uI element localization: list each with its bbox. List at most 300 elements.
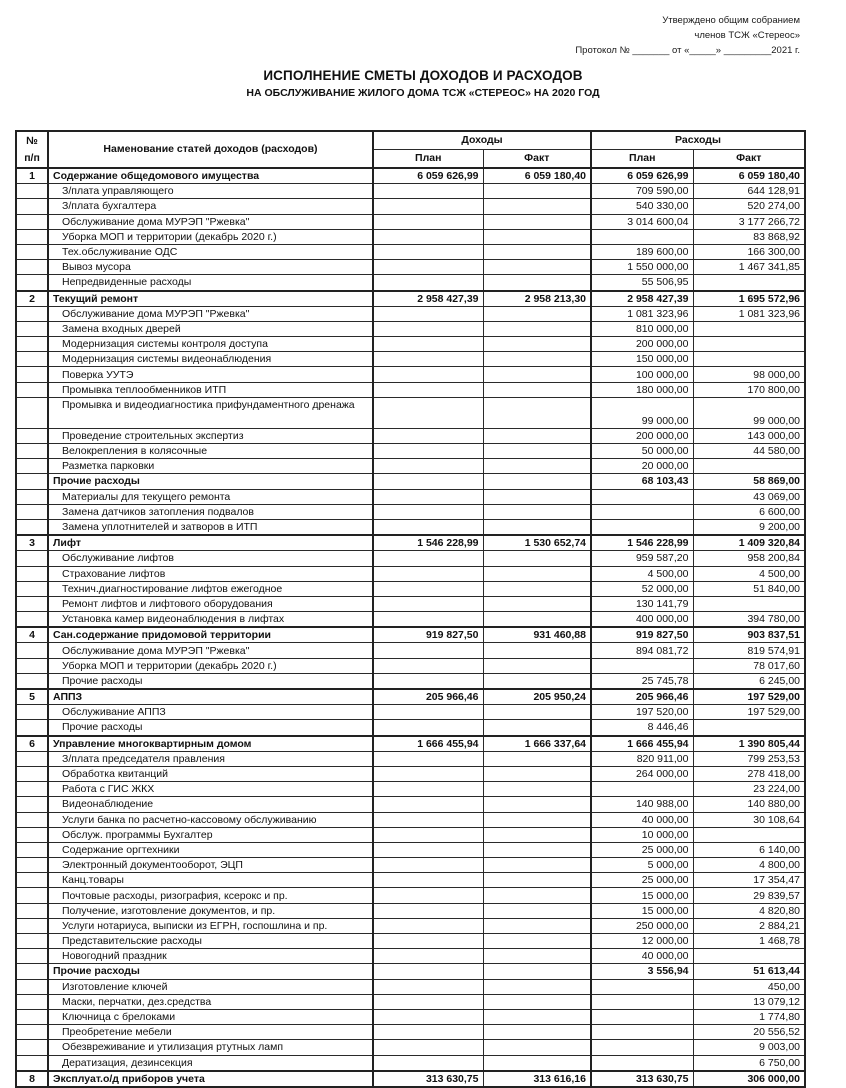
row-item-name: Тех.обслуживание ОДС — [48, 244, 373, 259]
row-number — [16, 306, 48, 321]
expense-fact-value: 644 128,91 — [693, 184, 805, 199]
expense-fact-value — [693, 352, 805, 367]
expense-fact-value: 170 800,00 — [693, 382, 805, 397]
table-row — [16, 751, 805, 766]
income-fact-value — [483, 382, 591, 397]
expense-fact-value: 6 750,00 — [693, 1055, 805, 1071]
expense-fact-value: 99 000,00 — [693, 397, 805, 428]
income-fact-value — [483, 397, 591, 428]
income-plan-value — [373, 643, 483, 658]
table-row — [16, 275, 805, 291]
expense-fact-value: 1 409 320,84 — [693, 535, 805, 551]
row-item-name: З/плата управляющего — [48, 184, 373, 199]
table-row — [16, 519, 805, 535]
income-fact-value — [483, 551, 591, 566]
table-row-group — [16, 168, 805, 184]
income-fact-value — [483, 184, 591, 199]
row-item-name: Прочие расходы — [48, 964, 373, 979]
expense-fact-value: 278 418,00 — [693, 766, 805, 781]
expense-fact-value: 6 059 180,40 — [693, 168, 805, 184]
expense-fact-value: 6 245,00 — [693, 673, 805, 689]
table-row — [16, 720, 805, 736]
income-fact-value — [483, 244, 591, 259]
expense-fact-value: 9 003,00 — [693, 1040, 805, 1055]
row-item-name: Промывка теплообменников ИТП — [48, 382, 373, 397]
row-item-name: Управление многоквартирным домом — [48, 736, 373, 752]
expense-plan-value: 264 000,00 — [591, 766, 693, 781]
income-plan-value: 205 966,46 — [373, 689, 483, 705]
expense-plan-value: 197 520,00 — [591, 705, 693, 720]
row-number — [16, 596, 48, 611]
table-row — [16, 184, 805, 199]
header-item-name: Наменование статей доходов (расходов) — [48, 131, 373, 168]
row-number — [16, 858, 48, 873]
income-fact-value — [483, 842, 591, 857]
expense-fact-value — [693, 459, 805, 474]
header-number-line1: № — [26, 134, 38, 147]
row-number — [16, 260, 48, 275]
table-row — [16, 596, 805, 611]
row-item-name: Содержание общедомового имущества — [48, 168, 373, 184]
income-fact-value — [483, 888, 591, 903]
income-fact-value — [483, 964, 591, 979]
row-item-name: Обработка квитанций — [48, 766, 373, 781]
row-item-name: Новогодний праздник — [48, 949, 373, 964]
income-plan-value — [373, 214, 483, 229]
table-row — [16, 766, 805, 781]
expense-plan-value: 52 000,00 — [591, 581, 693, 596]
table-row-group — [16, 291, 805, 307]
table-row — [16, 397, 805, 428]
header-expense-fact: Факт — [693, 150, 805, 169]
row-item-name: Обслуживание дома МУРЭП "Ржевка" — [48, 643, 373, 658]
income-plan-value — [373, 352, 483, 367]
expense-fact-value: 44 580,00 — [693, 444, 805, 459]
row-number — [16, 782, 48, 797]
table-row — [16, 858, 805, 873]
expense-fact-value: 23 224,00 — [693, 782, 805, 797]
table-row — [16, 566, 805, 581]
expense-fact-value: 9 200,00 — [693, 519, 805, 535]
table-row — [16, 367, 805, 382]
income-fact-value — [483, 720, 591, 736]
table-row — [16, 994, 805, 1009]
row-item-name: Технич.диагностирование лифтов ежегодное — [48, 581, 373, 596]
expense-plan-value: 6 059 626,99 — [591, 168, 693, 184]
table-row-group — [16, 736, 805, 752]
income-plan-value — [373, 934, 483, 949]
row-number — [16, 827, 48, 842]
row-number — [16, 673, 48, 689]
table-row — [16, 504, 805, 519]
row-number — [16, 504, 48, 519]
table-row — [16, 199, 805, 214]
expense-fact-value: 819 574,91 — [693, 643, 805, 658]
row-number — [16, 903, 48, 918]
table-row — [16, 459, 805, 474]
row-item-name: Содержание оргтехники — [48, 842, 373, 857]
income-plan-value — [373, 949, 483, 964]
income-plan-value — [373, 244, 483, 259]
income-plan-value — [373, 184, 483, 199]
income-plan-value — [373, 979, 483, 994]
expense-plan-value: 12 000,00 — [591, 934, 693, 949]
approval-stamp — [575, 13, 800, 58]
row-item-name: Ключница с брелоками — [48, 1009, 373, 1024]
income-plan-value — [373, 581, 483, 596]
expense-plan-value: 1 550 000,00 — [591, 260, 693, 275]
row-number — [16, 489, 48, 504]
income-plan-value — [373, 321, 483, 336]
income-fact-value — [483, 766, 591, 781]
table-row — [16, 705, 805, 720]
row-number — [16, 612, 48, 628]
row-number — [16, 705, 48, 720]
expense-plan-value: 25 745,78 — [591, 673, 693, 689]
income-fact-value — [483, 612, 591, 628]
row-number — [16, 842, 48, 857]
expense-plan-value: 180 000,00 — [591, 382, 693, 397]
row-item-name: Прочие расходы — [48, 474, 373, 489]
expense-plan-value: 189 600,00 — [591, 244, 693, 259]
expense-plan-value: 20 000,00 — [591, 459, 693, 474]
expense-fact-value — [693, 949, 805, 964]
table-row — [16, 581, 805, 596]
income-fact-value — [483, 428, 591, 443]
income-plan-value — [373, 382, 483, 397]
row-number — [16, 244, 48, 259]
table-row — [16, 428, 805, 443]
row-number: 5 — [16, 689, 48, 705]
row-number — [16, 1025, 48, 1040]
income-plan-value: 2 958 427,39 — [373, 291, 483, 307]
document-title: ИСПОЛНЕНИЕ СМЕТЫ ДОХОДОВ И РАСХОДОВ — [263, 68, 583, 83]
income-fact-value — [483, 459, 591, 474]
expense-plan-value: 25 000,00 — [591, 842, 693, 857]
row-number — [16, 275, 48, 291]
table-row — [16, 934, 805, 949]
income-plan-value — [373, 519, 483, 535]
expense-fact-value: 6 600,00 — [693, 504, 805, 519]
row-number — [16, 337, 48, 352]
table-row — [16, 643, 805, 658]
income-plan-value — [373, 612, 483, 628]
expense-fact-value: 4 500,00 — [693, 566, 805, 581]
row-item-name: Обслуживание дома МУРЭП "Ржевка" — [48, 306, 373, 321]
row-number — [16, 643, 48, 658]
income-plan-value — [373, 306, 483, 321]
expense-plan-value: 894 081,72 — [591, 643, 693, 658]
expense-fact-value: 13 079,12 — [693, 994, 805, 1009]
expense-fact-value: 197 529,00 — [693, 689, 805, 705]
income-plan-value — [373, 428, 483, 443]
income-plan-value — [373, 720, 483, 736]
expense-plan-value: 400 000,00 — [591, 612, 693, 628]
income-plan-value — [373, 397, 483, 428]
row-number — [16, 873, 48, 888]
expense-plan-value: 200 000,00 — [591, 428, 693, 443]
expense-plan-value — [591, 782, 693, 797]
expense-fact-value: 17 354,47 — [693, 873, 805, 888]
expense-fact-value: 3 177 266,72 — [693, 214, 805, 229]
income-fact-value — [483, 903, 591, 918]
table-row-group — [16, 535, 805, 551]
expense-plan-value: 959 587,20 — [591, 551, 693, 566]
income-plan-value: 919 827,50 — [373, 627, 483, 643]
row-item-name: Изготовление ключей — [48, 979, 373, 994]
income-fact-value — [483, 337, 591, 352]
header-number — [16, 131, 48, 168]
income-plan-value — [373, 673, 483, 689]
row-item-name: Установка камер видеонаблюдения в лифтах — [48, 612, 373, 628]
row-number — [16, 382, 48, 397]
income-fact-value — [483, 979, 591, 994]
row-item-name: Обслуживание дома МУРЭП "Ржевка" — [48, 214, 373, 229]
row-number — [16, 444, 48, 459]
expense-plan-value: 5 000,00 — [591, 858, 693, 873]
row-item-name: Прочие расходы — [48, 673, 373, 689]
expense-fact-value: 799 253,53 — [693, 751, 805, 766]
income-plan-value: 313 630,75 — [373, 1071, 483, 1087]
row-number: 4 — [16, 627, 48, 643]
income-fact-value — [483, 673, 591, 689]
table-row — [16, 1025, 805, 1040]
table-row — [16, 444, 805, 459]
row-number — [16, 658, 48, 673]
expense-plan-value — [591, 229, 693, 244]
row-item-name: Услуги банка по расчетно-кассовому обслуживанию — [48, 812, 373, 827]
expense-plan-value: 810 000,00 — [591, 321, 693, 336]
expense-plan-value: 3 556,94 — [591, 964, 693, 979]
income-fact-value — [483, 658, 591, 673]
expense-plan-value: 1 666 455,94 — [591, 736, 693, 752]
income-fact-value: 2 958 213,30 — [483, 291, 591, 307]
row-number: 6 — [16, 736, 48, 752]
expense-fact-value — [693, 827, 805, 842]
row-item-name: Обслуж. программы Бухгалтер — [48, 827, 373, 842]
protocol-line: Протокол № _______ от «_____» _________2021 г. — [575, 45, 800, 56]
table-row — [16, 658, 805, 673]
table-body — [16, 168, 805, 1087]
table-row — [16, 903, 805, 918]
row-item-name: Замена входных дверей — [48, 321, 373, 336]
expense-fact-value: 98 000,00 — [693, 367, 805, 382]
expense-plan-value — [591, 1055, 693, 1071]
expense-fact-value: 520 274,00 — [693, 199, 805, 214]
income-fact-value — [483, 275, 591, 291]
expense-fact-value: 140 880,00 — [693, 797, 805, 812]
income-fact-value — [483, 949, 591, 964]
income-plan-value — [373, 903, 483, 918]
income-plan-value — [373, 873, 483, 888]
expense-plan-value — [591, 504, 693, 519]
table-row — [16, 1055, 805, 1071]
income-plan-value — [373, 367, 483, 382]
income-plan-value — [373, 459, 483, 474]
row-number — [16, 949, 48, 964]
income-fact-value — [483, 1009, 591, 1024]
row-item-name: Непредвиденные расходы — [48, 275, 373, 291]
table-row — [16, 888, 805, 903]
table-row — [16, 1040, 805, 1055]
approval-line: членов ТСЖ «Стереос» — [694, 30, 800, 41]
row-item-name: Велокрепления в колясочные — [48, 444, 373, 459]
row-number — [16, 766, 48, 781]
table-row-group — [16, 689, 805, 705]
expense-fact-value: 1 695 572,96 — [693, 291, 805, 307]
income-fact-value: 931 460,88 — [483, 627, 591, 643]
expense-fact-value: 4 820,80 — [693, 903, 805, 918]
row-item-name: Страхование лифтов — [48, 566, 373, 581]
table-row — [16, 949, 805, 964]
expense-plan-value — [591, 994, 693, 1009]
expense-fact-value: 958 200,84 — [693, 551, 805, 566]
expense-fact-value: 30 108,64 — [693, 812, 805, 827]
expense-plan-value: 205 966,46 — [591, 689, 693, 705]
row-number — [16, 1040, 48, 1055]
row-item-name: Промывка и видеодиагностика прифундаментного дренажа — [48, 397, 373, 428]
row-item-name: Уборка МОП и территории (декабрь 2020 г.) — [48, 658, 373, 673]
table-row — [16, 979, 805, 994]
income-plan-value — [373, 812, 483, 827]
row-item-name: Получение, изготовление документов, и пр. — [48, 903, 373, 918]
income-plan-value — [373, 1009, 483, 1024]
expense-plan-value: 68 103,43 — [591, 474, 693, 489]
expense-fact-value: 903 837,51 — [693, 627, 805, 643]
expense-plan-value — [591, 519, 693, 535]
budget-table — [15, 130, 806, 1088]
expense-fact-value: 51 840,00 — [693, 581, 805, 596]
income-plan-value — [373, 964, 483, 979]
row-item-name: Разметка парковки — [48, 459, 373, 474]
expense-fact-value: 58 869,00 — [693, 474, 805, 489]
income-fact-value — [483, 321, 591, 336]
expense-fact-value: 306 000,00 — [693, 1071, 805, 1087]
expense-plan-value: 25 000,00 — [591, 873, 693, 888]
row-item-name: Ремонт лифтов и лифтового оборудования — [48, 596, 373, 611]
expense-fact-value: 166 300,00 — [693, 244, 805, 259]
table-row-group — [16, 627, 805, 643]
row-number — [16, 199, 48, 214]
expense-plan-value — [591, 1025, 693, 1040]
income-fact-value — [483, 306, 591, 321]
table-row — [16, 551, 805, 566]
row-item-name: Почтовые расходы, ризография, ксерокс и пр. — [48, 888, 373, 903]
income-plan-value — [373, 888, 483, 903]
income-plan-value: 1 546 228,99 — [373, 535, 483, 551]
header-income: Доходы — [373, 131, 591, 150]
income-fact-value — [483, 873, 591, 888]
row-item-name: Модернизация системы видеонаблюдения — [48, 352, 373, 367]
expense-plan-value: 709 590,00 — [591, 184, 693, 199]
header-income-plan: План — [373, 150, 483, 169]
income-fact-value — [483, 782, 591, 797]
expense-fact-value: 197 529,00 — [693, 705, 805, 720]
expense-plan-value: 15 000,00 — [591, 888, 693, 903]
income-plan-value — [373, 474, 483, 489]
table-row-group — [16, 1071, 805, 1087]
income-plan-value: 6 059 626,99 — [373, 168, 483, 184]
row-number — [16, 184, 48, 199]
income-fact-value — [483, 1055, 591, 1071]
row-number — [16, 566, 48, 581]
income-fact-value — [483, 596, 591, 611]
expense-plan-value: 3 014 600,04 — [591, 214, 693, 229]
row-item-name: Модернизация системы контроля доступа — [48, 337, 373, 352]
expense-fact-value: 2 884,21 — [693, 918, 805, 933]
row-number — [16, 321, 48, 336]
expense-plan-value: 40 000,00 — [591, 812, 693, 827]
table-row — [16, 873, 805, 888]
row-number — [16, 428, 48, 443]
row-item-name: Лифт — [48, 535, 373, 551]
income-fact-value — [483, 444, 591, 459]
income-fact-value: 205 950,24 — [483, 689, 591, 705]
header-income-fact: Факт — [483, 150, 591, 169]
income-plan-value — [373, 1025, 483, 1040]
row-item-name: З/плата председателя правления — [48, 751, 373, 766]
expense-plan-value: 2 958 427,39 — [591, 291, 693, 307]
expense-plan-value: 150 000,00 — [591, 352, 693, 367]
income-plan-value — [373, 766, 483, 781]
row-number — [16, 519, 48, 535]
expense-fact-value: 6 140,00 — [693, 842, 805, 857]
table-row — [16, 382, 805, 397]
expense-plan-value: 15 000,00 — [591, 903, 693, 918]
income-fact-value — [483, 751, 591, 766]
income-fact-value: 1 666 337,64 — [483, 736, 591, 752]
expense-fact-value: 394 780,00 — [693, 612, 805, 628]
table-row — [16, 842, 805, 857]
income-fact-value — [483, 260, 591, 275]
income-fact-value — [483, 934, 591, 949]
income-plan-value — [373, 658, 483, 673]
income-plan-value — [373, 551, 483, 566]
row-item-name: Замена уплотнителей и затворов в ИТП — [48, 519, 373, 535]
header-expense: Расходы — [591, 131, 805, 150]
table-row — [16, 1009, 805, 1024]
income-plan-value — [373, 444, 483, 459]
row-number — [16, 459, 48, 474]
row-number — [16, 581, 48, 596]
row-item-name: Проведение строительных экспертиз — [48, 428, 373, 443]
expense-fact-value — [693, 321, 805, 336]
row-item-name: Услуги нотариуса, выписки из ЕГРН, госпошлина и пр. — [48, 918, 373, 933]
row-number — [16, 994, 48, 1009]
expense-plan-value: 250 000,00 — [591, 918, 693, 933]
expense-plan-value: 4 500,00 — [591, 566, 693, 581]
expense-plan-value: 820 911,00 — [591, 751, 693, 766]
expense-plan-value — [591, 489, 693, 504]
income-plan-value — [373, 842, 483, 857]
document-subtitle: НА ОБСЛУЖИВАНИЕ ЖИЛОГО ДОМА ТСЖ «СТЕРЕОС» НА 2020 ГОД — [246, 87, 600, 99]
income-fact-value — [483, 519, 591, 535]
income-fact-value: 1 530 652,74 — [483, 535, 591, 551]
approval-line: Утверждено общим собранием — [662, 15, 800, 26]
row-item-name: Вывоз мусора — [48, 260, 373, 275]
row-number — [16, 352, 48, 367]
row-item-name: Электронный документооборот, ЭЦП — [48, 858, 373, 873]
row-item-name: Обезвреживание и утилизация ртутных ламп — [48, 1040, 373, 1055]
row-number — [16, 229, 48, 244]
income-fact-value: 6 059 180,40 — [483, 168, 591, 184]
row-number — [16, 888, 48, 903]
row-item-name: АППЗ — [48, 689, 373, 705]
income-fact-value — [483, 1025, 591, 1040]
income-fact-value — [483, 643, 591, 658]
expense-fact-value: 1 468,78 — [693, 934, 805, 949]
row-item-name: Замена датчиков затопления подвалов — [48, 504, 373, 519]
